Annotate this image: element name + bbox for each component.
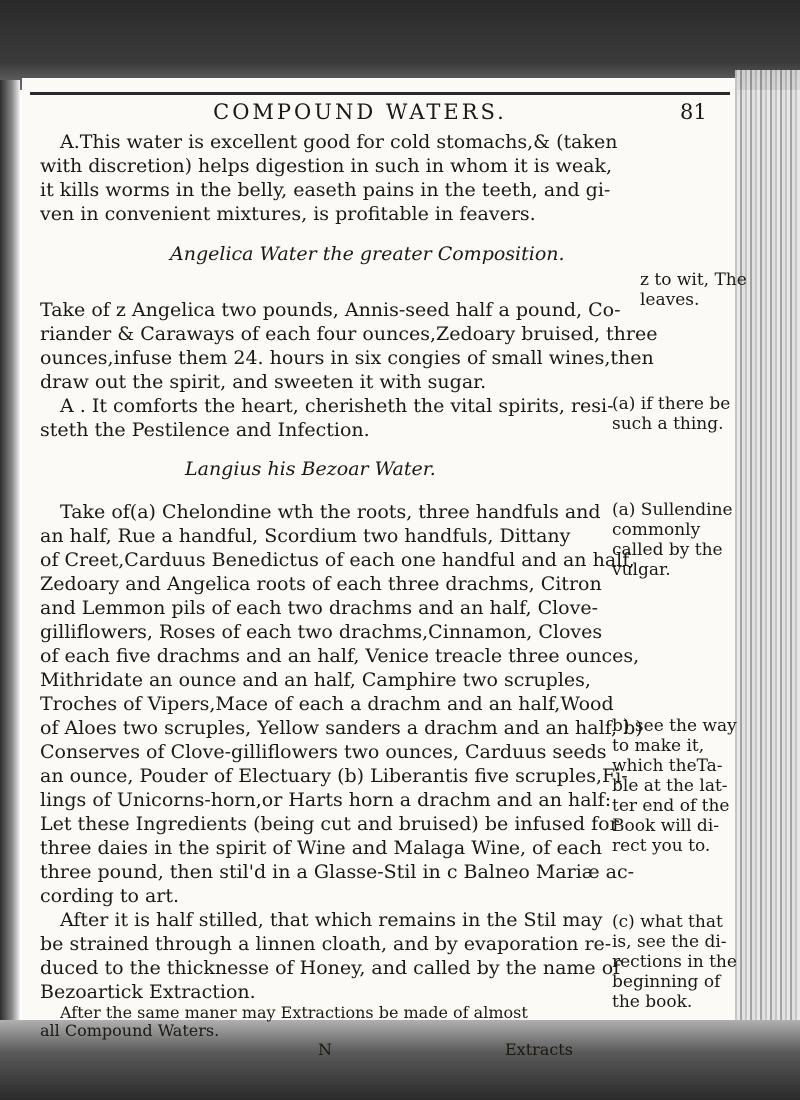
page-fore-edge — [735, 70, 800, 1100]
text-line: A . It comforts the heart, cherisheth the vital spirits, resi- — [60, 395, 614, 417]
text-line: draw out the spirit, and sweeten it with sugar. — [40, 371, 487, 393]
margin-note: (c) what that is, see the di- rections in the beginning of the book. — [612, 912, 737, 1012]
text-line: cording to art. — [40, 885, 180, 907]
text-line: Troches of Vipers,Mace of each a drachm and an half,Wood — [40, 693, 614, 715]
text-line: an half, Rue a handful, Scordium two handfuls, Dittany — [40, 525, 571, 547]
text-line: A.This water is excellent good for cold stomachs,& (taken — [60, 131, 618, 153]
text-line: all Compound Waters. — [40, 1021, 220, 1040]
text-line: Mithridate an ounce and an half, Camphire two scruples, — [40, 669, 591, 691]
scan-left-edge — [0, 80, 20, 1100]
text-line: ounces,infuse them 24. hours in six congies of small wines,then — [40, 347, 654, 369]
text-line: After it is half stilled, that which remains in the Stil may — [60, 909, 603, 931]
text-line: Take of(a) Chelondine wth the roots, three handfuls and — [60, 501, 601, 523]
scan-top-border — [0, 0, 800, 90]
text-line: three pound, then stil'd in a Glasse-Stil in c Balneo Mariæ ac- — [40, 861, 635, 883]
text-line: be strained through a linnen cloath, and by evaporation re- — [40, 933, 612, 955]
text-line: an ounce, Pouder of Electuary (b) Liberantis five scruples,Fi- — [40, 765, 628, 787]
text-line: three daies in the spirit of Wine and Malaga Wine, of each — [40, 837, 602, 859]
text-line: and Lemmon pils of each two drachms and an half, Clove- — [40, 597, 599, 619]
text-line: Let these Ingredients (being cut and bruised) be infused for — [40, 813, 619, 835]
text-line: ven in convenient mixtures, is profitable in feavers. — [40, 203, 536, 225]
text-line: steth the Pestilence and Infection. — [40, 419, 370, 441]
margin-note: (a) Sullendine commonly called by the vulgar. — [612, 500, 733, 580]
margin-note: z to wit, The leaves. — [640, 270, 747, 310]
text-line: Take of z Angelica two pounds, Annis-seed half a pound, Co- — [40, 299, 621, 321]
text-line: gilliflowers, Roses of each two drachms,Cinnamon, Cloves — [40, 621, 603, 643]
margin-note: (a) if there be such a thing. — [612, 394, 731, 434]
section-heading: Angelica Water the greater Composition. — [170, 243, 565, 265]
margin-note: b) see the way to make it, which theTa- ble at the lat- ter end of the Book will di- rect you to. — [612, 716, 737, 856]
text-line: Bezoartick Extraction. — [40, 981, 256, 1003]
page-number: 81 — [680, 100, 707, 124]
header-rule — [30, 92, 730, 95]
text-line: of Creet,Carduus Benedictus of each one handful and an half, — [40, 549, 635, 571]
signature-mark: N — [318, 1040, 332, 1059]
text-line: lings of Unicorns-horn,or Harts horn a drachm and an half: — [40, 789, 612, 811]
text-line: Zedoary and Angelica roots of each three drachms, Citron — [40, 573, 602, 595]
text-line: with discretion) helps digestion in such in whom it is weak, — [40, 155, 612, 177]
text-line: of each five drachms and an half, Venice treacle three ounces, — [40, 645, 640, 667]
text-line: it kills worms in the belly, easeth pains in the teeth, and gi- — [40, 179, 611, 201]
text-line: of Aloes two scruples, Yellow sanders a drachm and an half, b) — [40, 717, 643, 739]
text-line: Conserves of Clove-gilliflowers two ounces, Carduus seeds — [40, 741, 607, 763]
text-line: riander & Caraways of each four ounces,Zedoary bruised, three — [40, 323, 658, 345]
running-head: COMPOUND WATERS. — [213, 100, 507, 124]
section-heading: Langius his Bezoar Water. — [185, 458, 436, 480]
catchword: Extracts — [505, 1040, 573, 1059]
text-line: duced to the thicknesse of Honey, and called by the name of — [40, 957, 621, 979]
text-line: After the same maner may Extractions be made of almost — [60, 1003, 528, 1022]
